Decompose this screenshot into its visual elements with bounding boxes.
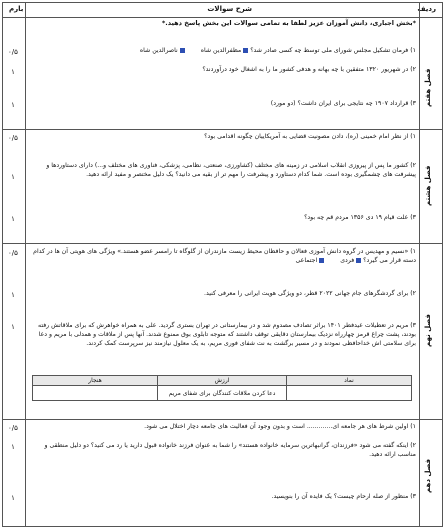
section-divider <box>3 129 442 130</box>
exam-sheet <box>2 2 443 527</box>
table-header: نماد <box>286 376 411 386</box>
question-score: ۱ <box>11 291 15 299</box>
question-number: ۳) <box>410 322 416 329</box>
checkbox-icon[interactable] <box>180 48 185 53</box>
table-header: هنجار <box>33 376 158 386</box>
question-text: قرارداد ۱۹۰۷ چه نتایجی برای ایران داشت؟ (دو مورد) <box>270 100 409 107</box>
table-cell[interactable]: دعا کردن ملاقات کنندگان برای شفای مریم <box>158 386 287 401</box>
table-cell[interactable] <box>33 386 158 401</box>
question-number: ۳) <box>410 214 416 221</box>
question <box>28 46 416 55</box>
checkbox-icon[interactable] <box>319 258 324 263</box>
question <box>28 492 416 501</box>
question-text: کشور ما پس از پیروزی انقلاب اسلامی در زمینه های مختلف (کشاورزی، صنعتی، نظامی، پزشکی، فناوری های مختلف و...) دارای دستاوردها و پیشرفت های چشمگیری بوده است. شما کدام دستاورد و پیشرفت را مهم تر از بقیه می دانید؟ یک دلیل مختصر و مفید ارائه دهید. <box>46 162 416 178</box>
question-score: ۰/۵ <box>8 249 18 257</box>
question <box>28 213 416 222</box>
question <box>28 161 416 179</box>
section-label: فصل هشتم <box>424 165 432 206</box>
option[interactable] <box>140 46 185 55</box>
question-number: ۱) <box>410 248 416 255</box>
question <box>28 321 416 348</box>
header-row <box>3 3 442 18</box>
question-number: ۱) <box>410 133 416 140</box>
section-label: فصل هفتم <box>424 68 432 108</box>
section-divider <box>3 243 442 244</box>
option-label: ناصرالدین شاه <box>139 47 178 54</box>
section-label: فصل دهم <box>424 458 432 493</box>
table-header-row <box>33 376 412 386</box>
question-text: مریم در تعطیلات عیدفطر ۱۴۰۱ براثر تصادف مصدوم شد و در بیمارستانی در تهران بستری گردید. علی به همراه خواهرش که برای ملاقاتش رفته بودند، پشت چراغ قرمز چهارراه نزدیک بیمارستان دقایقی توقف داشتند که متوجه تابلوی بوق ممنوع شدند. آنها پس از ملاقات و همدلی با مریم و دعا برای سلامتی اش خداحافظی نمودند و در مسیر برگشت به نت شفای فوری مریم، به یک معلول نیازمند نیز سرپرست کمک کردند. <box>38 322 416 347</box>
checkbox-icon[interactable] <box>356 258 361 263</box>
column-divider-right <box>419 3 420 526</box>
question <box>28 132 416 141</box>
question-score: ۰/۵ <box>8 134 18 142</box>
question <box>28 422 416 431</box>
question-score: ۱ <box>11 173 15 181</box>
question <box>28 441 416 459</box>
question-text: اولین شرط های هر جامعه ای............. است و بدون وجود آن فعالیت های جامعه دچار اختلال می شود. <box>144 423 409 430</box>
question-text: فرمان تشکیل مجلس شورای ملی توسط چه کسی صادر شد؟ <box>250 47 409 54</box>
question-text: در شهریور ۱۳۲۰ متفقین با چه بهانه و هدفی کشور ما را به اشغال خود درآوردند؟ <box>202 66 409 73</box>
question-number: ۲) <box>410 162 416 169</box>
question-number: ۳) <box>410 100 416 107</box>
table-row <box>33 386 412 401</box>
section-divider <box>3 419 442 420</box>
question-number: ۱) <box>410 423 416 430</box>
option[interactable] <box>296 256 325 265</box>
question-score: ۱ <box>11 494 15 502</box>
question-score: ۱ <box>11 323 15 331</box>
checkbox-icon[interactable] <box>243 48 248 53</box>
header-title: شرح سوالات <box>207 5 252 13</box>
option[interactable] <box>340 256 361 265</box>
question-number: ۱) <box>410 47 416 54</box>
question-text: علت قیام ۱۹ دی ۱۳۵۶ مردم قم چه بود؟ <box>304 214 409 221</box>
question-text: منظور از صله ارحام چیست؟ یک فایده آن را بنویسید. <box>271 493 409 500</box>
column-divider-left <box>25 3 26 526</box>
question-text: از نظر امام خمینی (ره)، دادن مصونیت قضایی به آمریکاییان چگونه اقدامی بود؟ <box>204 133 409 140</box>
header-row-label: ردیف <box>417 5 436 13</box>
option-label: فردی <box>340 257 355 264</box>
question <box>28 289 416 298</box>
section-label: فصل نهم <box>424 314 432 347</box>
question-number: ۲) <box>410 442 416 449</box>
question-number: ۳) <box>410 493 416 500</box>
answer-table <box>32 375 412 401</box>
question-score: ۱ <box>11 443 15 451</box>
table-header: ارزش <box>158 376 287 386</box>
question <box>28 99 416 108</box>
question-score: ۱ <box>11 101 15 109</box>
instruction: *بخش اجباری، دانش آموزان عزیز لطفا به تمامی سوالات این بخش پاسخ دهید.* <box>161 19 416 27</box>
option-label: اجتماعی <box>295 257 318 264</box>
question <box>28 65 416 74</box>
question-number: ۲) <box>410 66 416 73</box>
question-text: اینکه گفته می شود «فرزندان، گرانبهاترین سرمایه خانواده هستند» را شما به عنوان فرزند خانواده قبول دارید یا رد می کنید؟ دو دلیل منطقی و مناسب ارائه دهید. <box>44 442 416 458</box>
question-score: ۱ <box>11 215 15 223</box>
table-cell[interactable] <box>286 386 411 401</box>
question-text: «نسیم و مهدیس در گروه دانش آموزی فعالان و حافظان محیط زیست مازندران از گلوگاه تا رامسر عضو هستند.» ویژگی های هویتی آن ها در کدام دسته قرار می گیرد؟ <box>33 248 416 264</box>
question-number: ۲) <box>410 290 416 297</box>
question <box>28 247 416 265</box>
question-text: برای گردشگرهای جام جهانی ۲۰۲۲ قطر، دو ویژگی هویت ایرانی را معرفی کنید. <box>204 290 409 297</box>
header-score-label: بارم <box>9 5 24 13</box>
option[interactable] <box>201 46 249 55</box>
question-score: ۱ <box>11 68 15 76</box>
question-score: ۰/۵ <box>8 424 18 432</box>
question-score: ۰/۵ <box>8 48 18 56</box>
option-label: مظفرالدین شاه <box>200 47 242 54</box>
